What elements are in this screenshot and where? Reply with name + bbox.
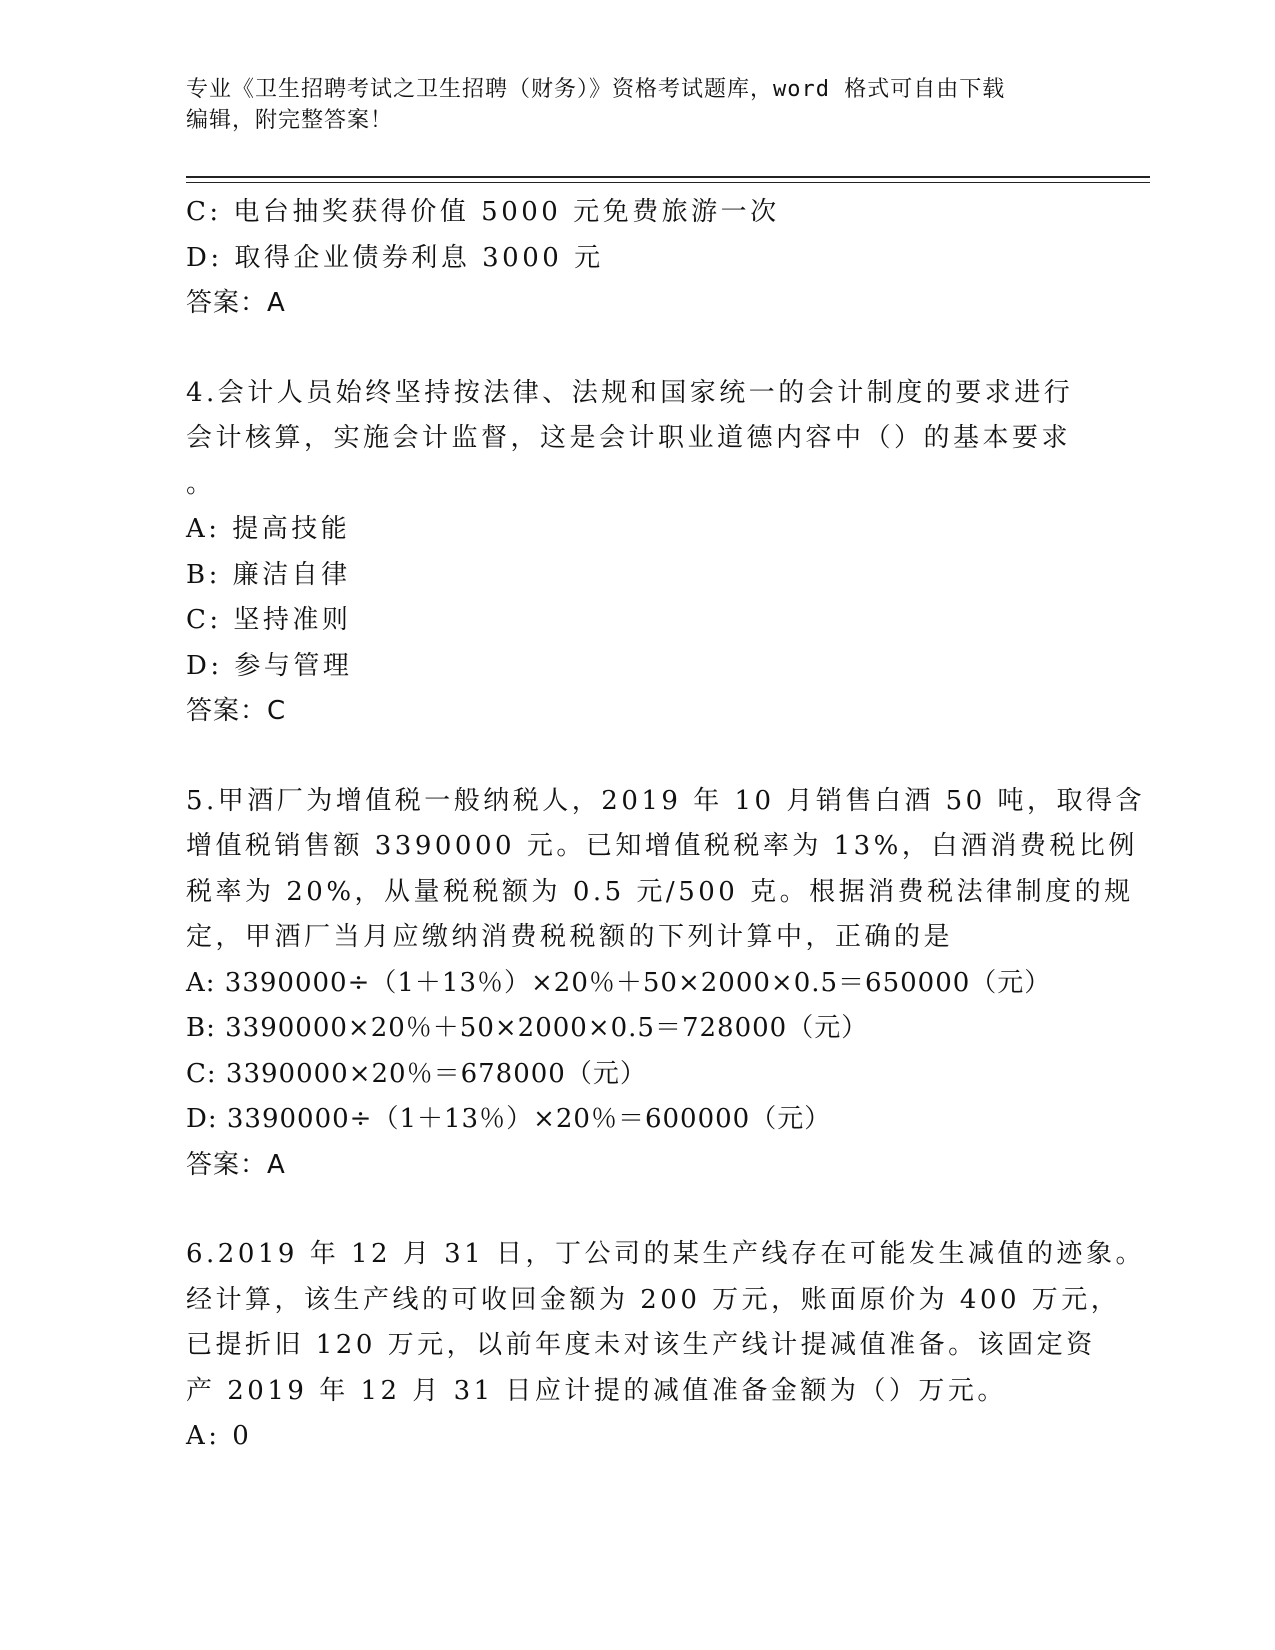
question-stem-line: 。 [186,468,216,499]
answer: 答案：A [186,1149,286,1180]
question-5 [186,779,1145,1189]
option-a: A: 3390000÷（1＋13％）×20％＋50×2000×0.5＝650000（元） [186,967,1052,998]
question-4 [186,371,1086,735]
spacer [186,327,1086,371]
question-stem-line: 增值税销售额 3390000 元。已知增值税税率为 13%，白酒消费税比例 [186,831,1138,861]
header-line-1: 专业《卫生招聘考试之卫生招聘（财务）》资格考试题库，word 格式可自由下载 [186,77,1006,102]
answer: 答案：C [186,696,287,726]
question-stem-line: 产 2019 年 12 月 31 日应计提的减值准备金额为（）万元。 [186,1375,1007,1406]
option-a: A: 0 [186,1421,253,1451]
option-d: D: 取得企业债券利息 3000 元 [186,242,604,273]
question-stem-line: 4.会计人员始终坚持按法律、法规和国家统一的会计制度的要求进行 [186,377,1074,408]
question-3 [186,190,1086,327]
option-b: B: 廉洁自律 [186,559,351,590]
option-d: D: 参与管理 [186,650,353,681]
question-stem-line: 经计算，该生产线的可收回金额为 200 万元，账面原价为 400 万元， [186,1284,1121,1315]
question-stem-line: 定，甲酒厂当月应缴纳消费税税额的下列计算中，正确的是 [186,922,954,952]
page-header [186,74,1076,136]
question-stem-line: 会计核算，实施会计监督，这是会计职业道德内容中（）的基本要求 [186,423,1072,453]
option-c: C: 3390000×20％＝678000（元） [186,1058,647,1089]
question-stem-line: 已提折旧 120 万元，以前年度未对该生产线计提减值准备。该固定资 [186,1330,1096,1360]
spacer [186,735,1086,779]
question-stem-line: 6.2019 年 12 月 31 日，丁公司的某生产线存在可能发生减值的迹象。 [186,1239,1145,1269]
question-6 [186,1232,1145,1460]
answer: 答案：A [186,288,286,318]
option-b: B: 3390000×20％＋50×2000×0.5＝728000（元） [186,1013,869,1043]
question-content [186,190,1145,1460]
header-divider-thick [186,176,1150,178]
question-stem-line: 税率为 20%，从量税税额为 0.5 元/500 克。根据消费税法律制度的规 [186,876,1134,907]
spacer [186,1188,1086,1232]
option-d: D: 3390000÷（1＋13％）×20％＝600000（元） [186,1104,832,1134]
header-divider-thin [186,182,1150,183]
option-a: A: 提高技能 [186,514,351,544]
option-c: C: 电台抽奖获得价值 5000 元免费旅游一次 [186,197,780,227]
option-c: C: 坚持准则 [186,605,352,635]
header-line-2: 编辑，附完整答案！ [186,108,394,133]
question-stem-line: 5.甲酒厂为增值税一般纳税人，2019 年 10 月销售白酒 50 吨，取得含 [186,785,1145,816]
